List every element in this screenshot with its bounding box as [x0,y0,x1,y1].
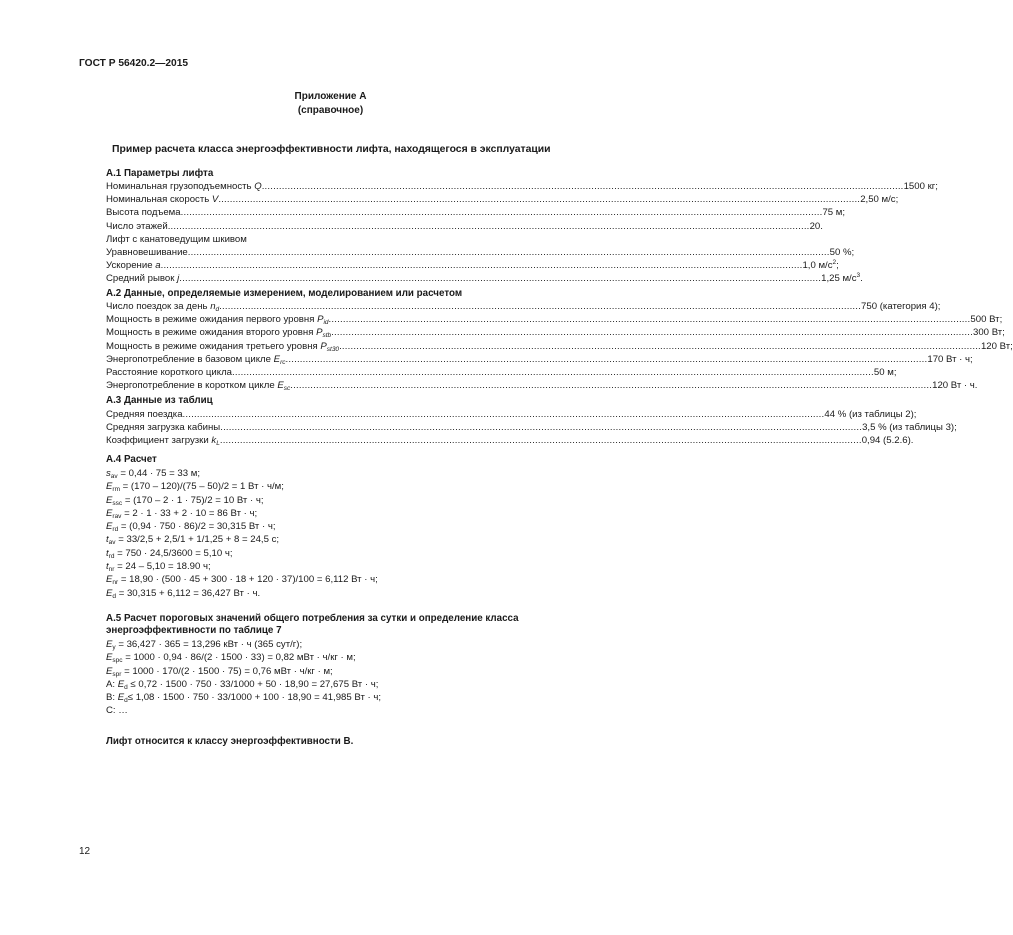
param-symbol: $n_d$ [210,301,220,313]
param-label-text: Номинальная скорость [106,194,212,206]
param-row [106,193,899,206]
section-a4-title: А.4 Расчет [106,454,157,465]
param-value [821,272,863,285]
param-row [106,259,839,272]
param-value-text: 170 Вт · ч; [927,353,973,365]
calc-expression: = 1000 · 170/(2 · 1500 · 75) = 0,76 мВт · ч/кг · м; [121,665,333,677]
calc-symbol: t [106,534,109,546]
param-value [981,340,1013,353]
param-value-text: 2,50 м/с; [860,194,899,206]
param-label [106,272,179,285]
param-value [927,353,972,366]
param-label-text: Число поездок за день [106,301,211,312]
param-label-text: Уравновешивание [106,246,188,258]
param-subscript: st30 [326,345,340,353]
calc-symbol: t [106,547,109,559]
param-label-text: Средний рывок [106,273,178,285]
calc-subscript: d [124,697,128,705]
param-value-text: 1,0 м/с [802,260,833,272]
param-value-text: 120 Вт; [980,340,1013,352]
param-row [106,326,1005,340]
param-value [973,326,1005,339]
calc-symbol: E [106,665,113,677]
calc-expression: = 2 · 1 · 33 + 2 · 10 = 86 Вт · ч; [121,507,258,519]
param-value [810,220,823,233]
param-label [106,193,218,206]
param-unit-power: 2 [832,259,837,267]
calc-expression: = (0,94 · 750 · 86)/2 = 30,315 Вт · ч; [118,521,276,533]
param-label [106,366,232,379]
calc-subscript: rd [108,552,115,560]
document-header: ГОСТ Р 56420.2—2015 [79,58,189,69]
calc-expression: = 18,90 · (500 · 45 + 300 · 18 + 120 · 37)/100 = 6,112 Вт · ч; [118,574,378,586]
param-row [106,353,973,366]
param-row [106,220,823,233]
leader-dots [181,206,823,219]
calc-expression: = 24 – 5,10 = 18.90 ч; [114,561,211,573]
param-symbol: V [211,194,219,206]
leader-dots [218,193,860,206]
section-a3-tables [106,408,957,448]
calc-line [106,560,378,573]
param-label-text: Высота подъема [106,207,181,219]
param-row [106,233,452,246]
param-value-text: 75 м; [822,207,846,219]
section-a5-title-line1: А.5 Расчет пороговых значений общего потребления за сутки и определение класса [106,613,519,624]
leader-dots [331,326,973,339]
param-subscript: sc [283,385,291,393]
calc-subscript: rd [112,526,119,534]
calc-subscript: d [124,683,128,691]
calc-expression: = 36,427 · 365 = 13,296 кВт · ч (365 сут/г); [115,639,303,650]
param-label-text: Мощность в режиме ожидания третьего уровня [106,340,321,352]
param-row [106,246,855,259]
calc-expression: ≤ 0,72 · 1500 · 750 · 33/1000 + 50 · 18,90 = 27,675 Вт · ч; [127,678,379,690]
param-symbol: a [155,260,161,272]
calc-line [106,638,381,651]
calc-line [106,533,378,546]
calc-symbol: E [117,692,125,704]
calc-subscript: nr [112,579,119,587]
leader-dots [161,259,803,272]
leader-dots [183,408,825,421]
calc-line [106,704,381,717]
param-value [830,246,855,259]
calc-prefix: В: [106,692,118,704]
param-value [822,206,845,219]
leader-dots [329,313,971,326]
param-value [970,313,1002,326]
param-value-text: 750 (категория 4); [861,301,941,312]
param-label-text: Число этажей [106,220,168,232]
appendix-title: Приложение А [294,91,367,102]
param-value-text: 1,25 м/с [821,273,857,285]
param-value-tail: . [860,273,863,285]
calc-prefix: С: … [106,705,128,717]
param-label-text: Лифт с канатоведущим шкивом [106,233,247,245]
calc-line [106,520,378,533]
param-label-text: Средняя загрузка кабины [106,422,221,434]
param-label-text: Мощность в режиме ожидания второго уровня [106,327,317,339]
param-row [106,300,941,313]
param-value [862,434,914,447]
calc-line [106,573,378,586]
calc-symbol: E [106,507,113,519]
calc-line [106,651,381,664]
calc-expression: = (170 – 120)/(75 – 50)/2 = 1 Вт · ч/м; [120,481,284,493]
section-a1-title: А.1 Параметры лифта [106,168,214,179]
calc-subscript: ssc [112,499,123,507]
param-symbol: $E_{rc}$ [273,353,286,366]
param-label-text: Коэффициент загрузки [106,435,212,447]
param-symbol: $E_{sc}$ [277,380,291,393]
section-a1-params [106,180,938,286]
param-label [106,246,188,259]
param-label [106,259,161,272]
calc-subscript: d [112,592,117,600]
leader-dots [219,300,861,313]
param-label [106,408,183,421]
param-label-text: Мощность в режиме ожидания первого уровня [106,314,318,326]
param-symbol: j [177,273,180,285]
param-subscript: stb [322,332,332,340]
calc-expression: ≤ 1,08 · 1500 · 750 · 33/1000 + 100 · 18,90 = 41,985 Вт · ч; [127,692,382,704]
calc-subscript: av [108,539,116,547]
param-label-text: Энергопотребление в коротком цикле [106,380,278,392]
section-a5-title-line2: энергоэффективности по таблице 7 [106,625,282,636]
param-label-text: Энергопотребление в базовом цикле [106,353,274,365]
param-label [106,379,290,392]
param-row [106,272,863,285]
leader-dots [339,340,981,353]
param-label-text: Ускорение [106,260,156,272]
calc-subscript: rm [112,486,120,494]
param-row [106,366,897,379]
param-value [802,259,838,272]
leader-dots [232,366,874,379]
param-value-text: 50 %; [829,246,855,258]
calc-line [106,480,378,493]
calc-line [106,467,378,480]
param-row [106,340,1013,353]
param-value-text: 44 % (из таблицы 2); [824,409,917,420]
calc-line [106,691,381,704]
param-label [106,353,285,366]
param-subscript: L [216,440,220,448]
param-unit-power: 3 [856,272,861,280]
leader-dots [168,220,810,233]
param-value-text: 20. [809,220,823,232]
param-value-text: 50 м; [873,366,897,378]
param-label [106,180,262,193]
calc-line [106,665,381,678]
param-label [106,434,220,447]
param-subscript: id [323,319,329,327]
section-a2-data [106,300,1013,393]
section-a3-title: А.3 Данные из таблиц [106,395,213,406]
appendix-subtitle: (справочное) [297,105,364,116]
section-a2-title: А.2 Данные, определяемые измерением, моделированием или расчетом [106,288,463,299]
param-label-text: Расстояние короткого цикла [106,366,233,378]
leader-dots [179,272,821,285]
calc-symbol: E [106,639,113,650]
calc-expression: = (170 – 2 · 1 · 75)/2 = 10 Вт · ч; [122,494,264,506]
calc-subscript: rav [112,512,122,520]
main-title: Пример расчета класса энергоэффективности лифта, находящегося в эксплуатации [112,144,551,155]
calc-expression: = 33/2,5 + 2,5/1 + 1/1,25 + 8 = 24,5 с; [115,534,280,546]
calc-line [106,494,378,507]
param-label [106,300,219,313]
section-a4-calc [106,467,378,600]
leader-dots [220,421,862,434]
calc-line [106,678,381,691]
param-value [824,408,916,421]
param-row [106,206,846,219]
calc-subscript: nr [108,566,115,574]
calc-prefix: А: [106,678,118,690]
calc-symbol: E [106,574,113,586]
conclusion: Лифт относится к классу энергоэффективности В. [106,736,354,747]
param-label [106,340,339,353]
calc-subscript: spc [112,657,123,665]
calc-line [106,507,378,520]
calc-subscript: spr [112,670,122,678]
page-number: 12 [79,846,91,857]
calc-symbol: E [106,494,113,506]
param-value-text: 300 Вт; [973,327,1005,339]
param-value [874,366,897,379]
param-symbol: $k_L$ [211,435,220,448]
leader-dots [220,434,862,447]
param-label-text: Номинальная грузоподъемность [106,181,255,192]
calc-symbol: E [106,652,113,664]
param-row [106,408,917,421]
param-value-text: 120 Вт · ч. [932,380,978,392]
calc-symbol: s [106,468,111,479]
param-value [932,379,977,392]
leader-dots [290,379,932,392]
calc-expression: = 0,44 · 75 = 33 м; [117,468,201,479]
calc-expression: = 30,315 + 6,112 = 36,427 Вт · ч. [116,587,261,599]
param-symbol: $P_{id}$ [317,314,329,327]
calc-symbol: E [106,481,113,493]
leader-dots [188,246,830,259]
leader-dots [285,353,927,366]
param-symbol: Q [254,181,262,192]
param-label [106,313,329,326]
param-label [106,206,181,219]
param-value [860,193,898,206]
param-row [106,180,938,193]
param-row [106,313,1003,327]
calc-expression: = 750 · 24,5/3600 = 5,10 ч; [114,547,233,559]
param-value [904,180,938,193]
section-a5-calc [106,638,381,718]
param-value [862,421,957,434]
calc-subscript: av [110,473,118,480]
calc-symbol: E [106,521,113,533]
param-value-text: 3,5 % (из таблицы 3); [862,422,957,434]
calc-symbol: E [117,678,125,690]
calc-symbol: E [106,587,113,599]
param-label [106,220,168,233]
param-subscript: rc [280,358,286,366]
calc-line [106,587,378,600]
param-symbol: $P_{st30}$ [320,340,340,353]
param-label-text: Средняя поездка [106,409,183,420]
param-value-text: 0,94 (5.2.6). [861,435,914,447]
param-value-text: 500 Вт; [970,314,1003,326]
calc-subscript: y [112,644,116,651]
leader-dots [262,180,904,193]
calc-expression: = 1000 · 0,94 · 86/(2 · 1500 · 33) = 0,82 мВт · ч/кг · м; [122,652,356,664]
param-row [106,421,957,434]
param-row [106,434,914,448]
param-symbol: $P_{stb}$ [316,327,332,340]
param-value [861,300,940,313]
param-label [106,326,331,339]
param-label [106,421,220,434]
calc-symbol: t [106,561,109,573]
param-row [106,379,978,393]
param-value-tail: ; [836,260,839,272]
param-value-text: 1500 кг; [903,181,938,192]
param-subscript: d [215,306,220,313]
calc-line [106,547,378,560]
